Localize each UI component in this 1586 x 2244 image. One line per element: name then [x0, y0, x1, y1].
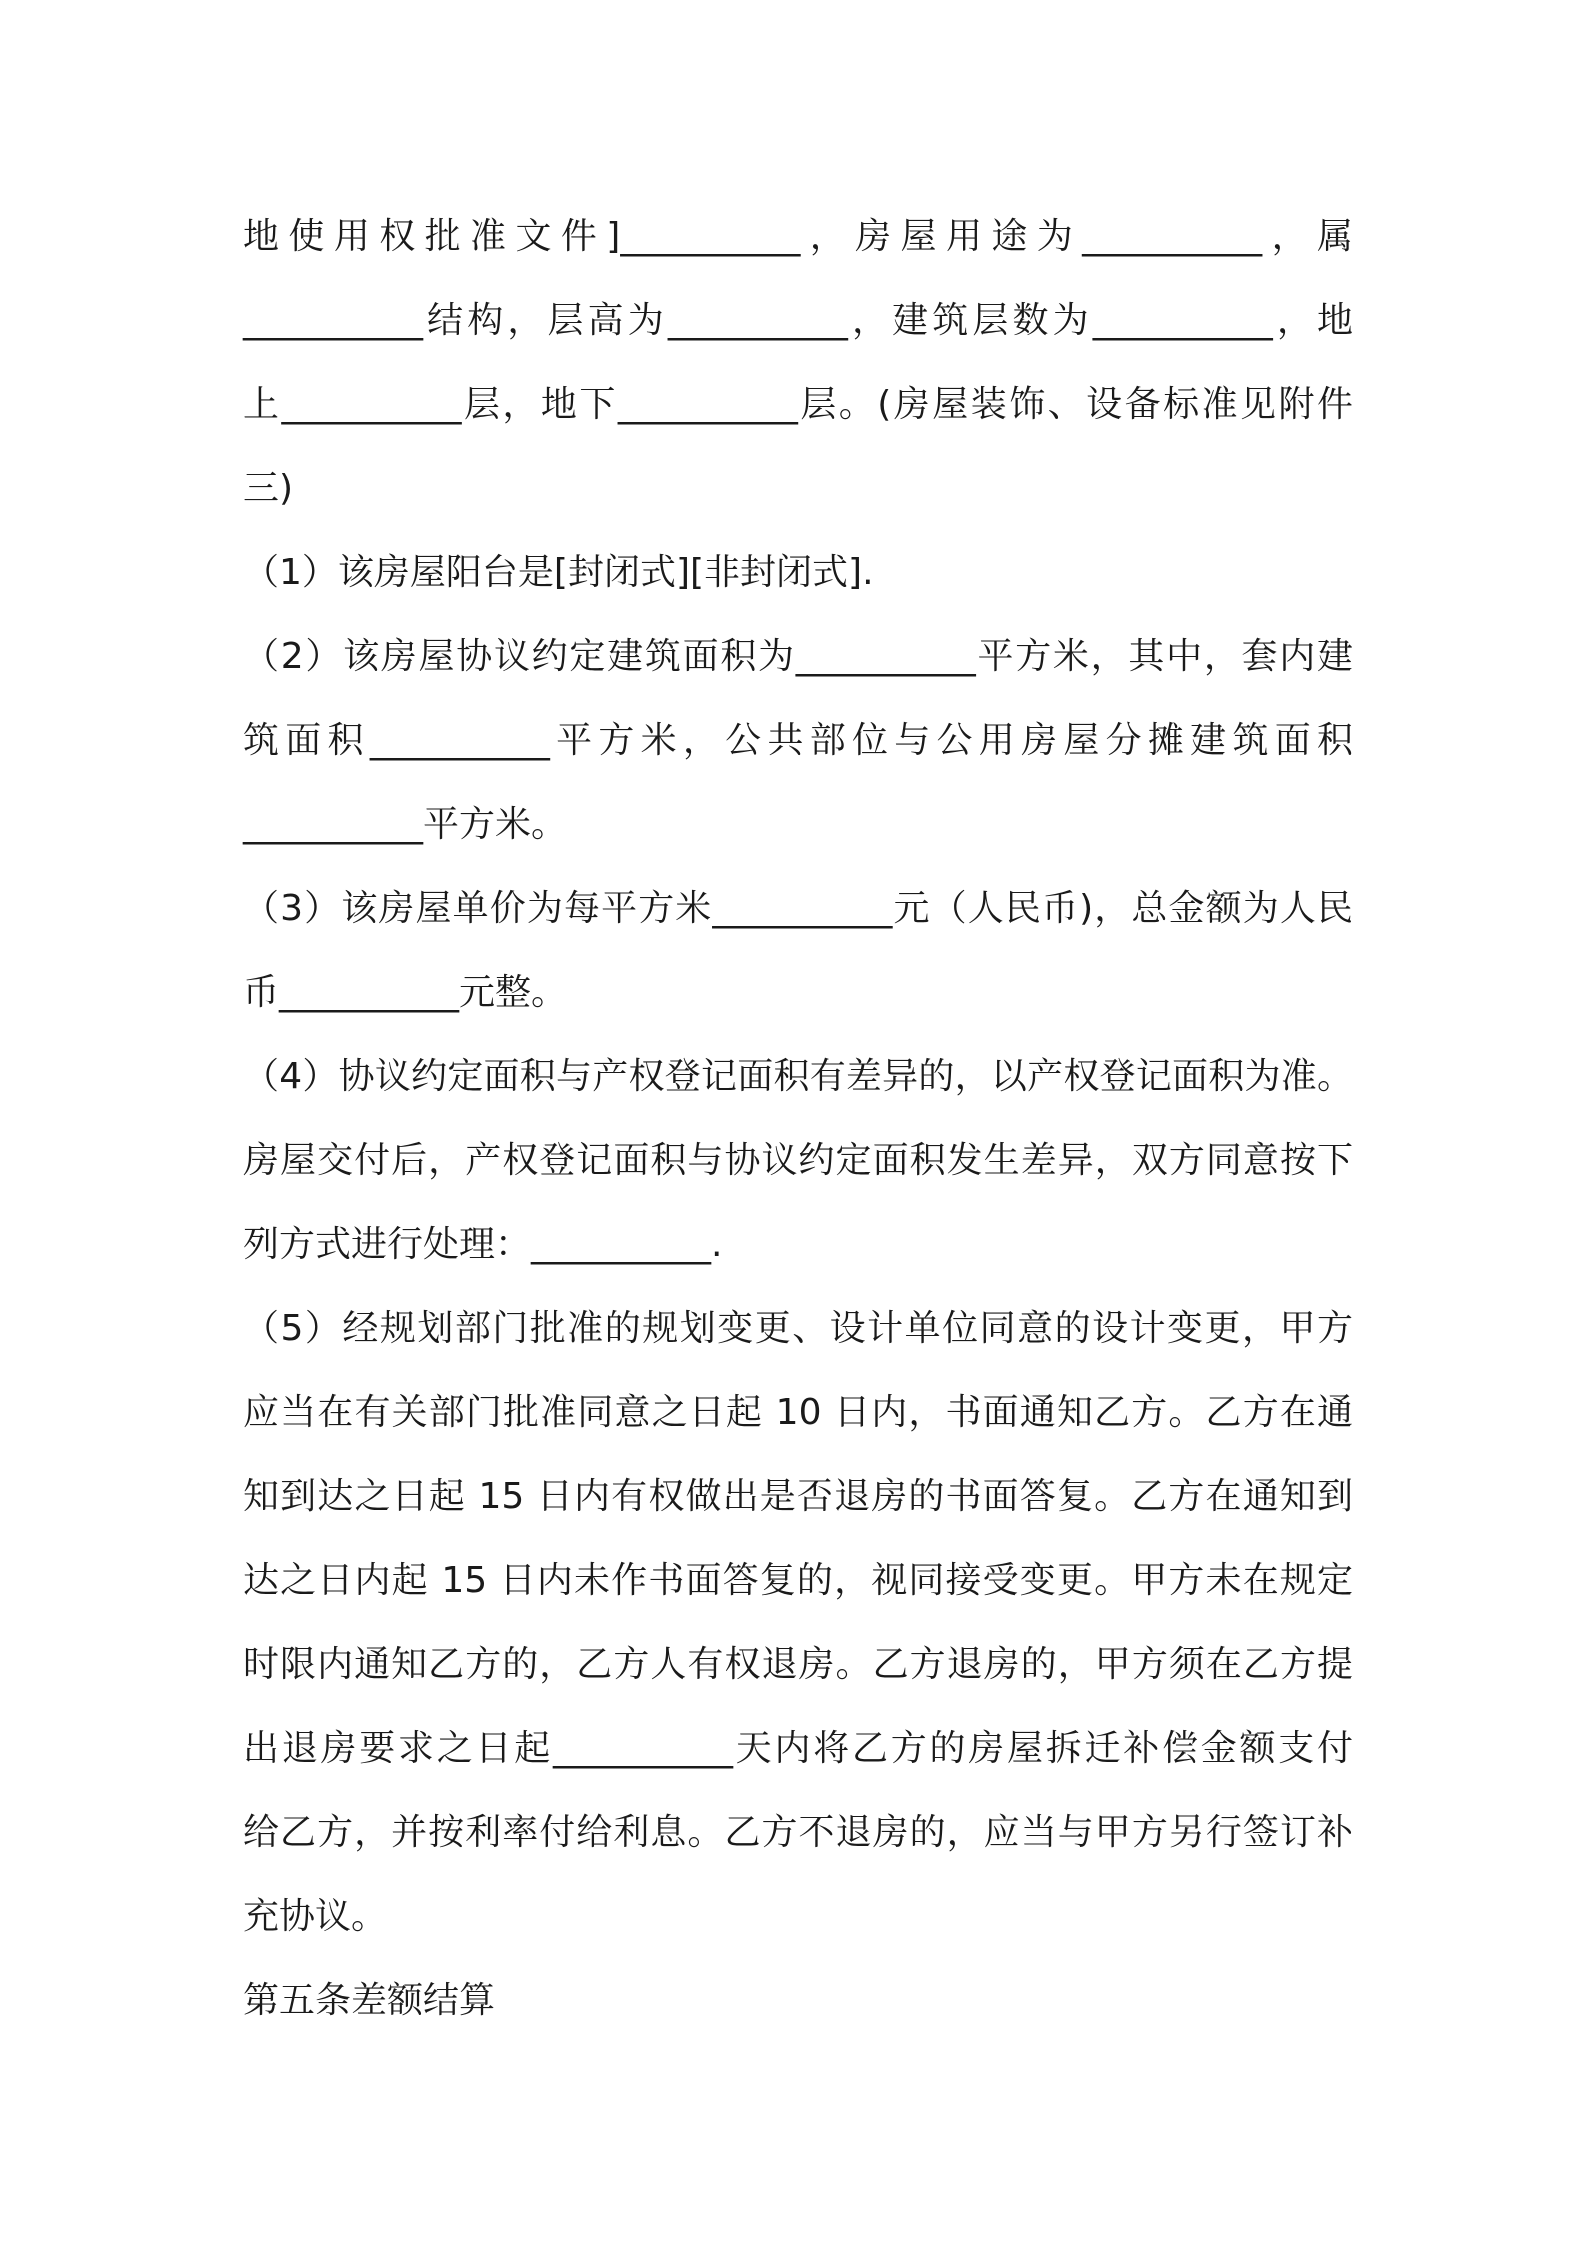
text-line: （5）经规划部门批准的规划变更、设计单位同意的设计变更，甲方: [243, 1308, 1353, 1349]
text-line: 时限内通知乙方的，乙方人有权退房。乙方退房的，甲方须在乙方提: [243, 1644, 1353, 1685]
text-line: 达之日内起 15 日内未作书面答复的，视同接受变更。甲方未在规定: [243, 1560, 1353, 1601]
text-line: 房屋交付后，产权登记面积与协议约定面积发生差异，双方同意按下: [243, 1140, 1353, 1181]
text-line: 出退房要求之日起__________天内将乙方的房屋拆迁补偿金额支付: [243, 1728, 1353, 1769]
text-line: （4）协议约定面积与产权登记面积有差异的，以产权登记面积为准。: [243, 1056, 1353, 1097]
text-line: （2）该房屋协议约定建筑面积为__________平方米，其中，套内建: [243, 636, 1353, 677]
section-heading: 第五条差额结算: [243, 1980, 496, 2021]
text-line: __________平方米。: [243, 804, 568, 845]
text-line: 三): [243, 468, 294, 509]
text-line: 充协议。: [243, 1896, 388, 1937]
document-body: [243, 195, 1353, 2043]
text-line: 应当在有关部门批准同意之日起 10 日内，书面通知乙方。乙方在通: [243, 1392, 1353, 1433]
text-line: 上__________层，地下__________层。(房屋装饰、设备标准见附件: [243, 384, 1353, 425]
text-line: 地使用权批准文件]__________，房屋用途为__________，属: [243, 216, 1353, 257]
text-line: __________结构，层高为__________，建筑层数为__________，地: [243, 300, 1353, 341]
text-line: 币__________元整。: [243, 972, 568, 1013]
text-line: 筑面积__________平方米，公共部位与公用房屋分摊建筑面积: [243, 720, 1353, 761]
text-line: 知到达之日起 15 日内有权做出是否退房的书面答复。乙方在通知到: [243, 1476, 1353, 1517]
text-line: 列方式进行处理：__________.: [243, 1224, 723, 1265]
text-line: 给乙方，并按利率付给利息。乙方不退房的，应当与甲方另行签订补: [243, 1812, 1353, 1853]
text-line: （3）该房屋单价为每平方米__________元（人民币)，总金额为人民: [243, 888, 1353, 929]
text-line: （1）该房屋阳台是[封闭式][非封闭式].: [243, 552, 874, 593]
